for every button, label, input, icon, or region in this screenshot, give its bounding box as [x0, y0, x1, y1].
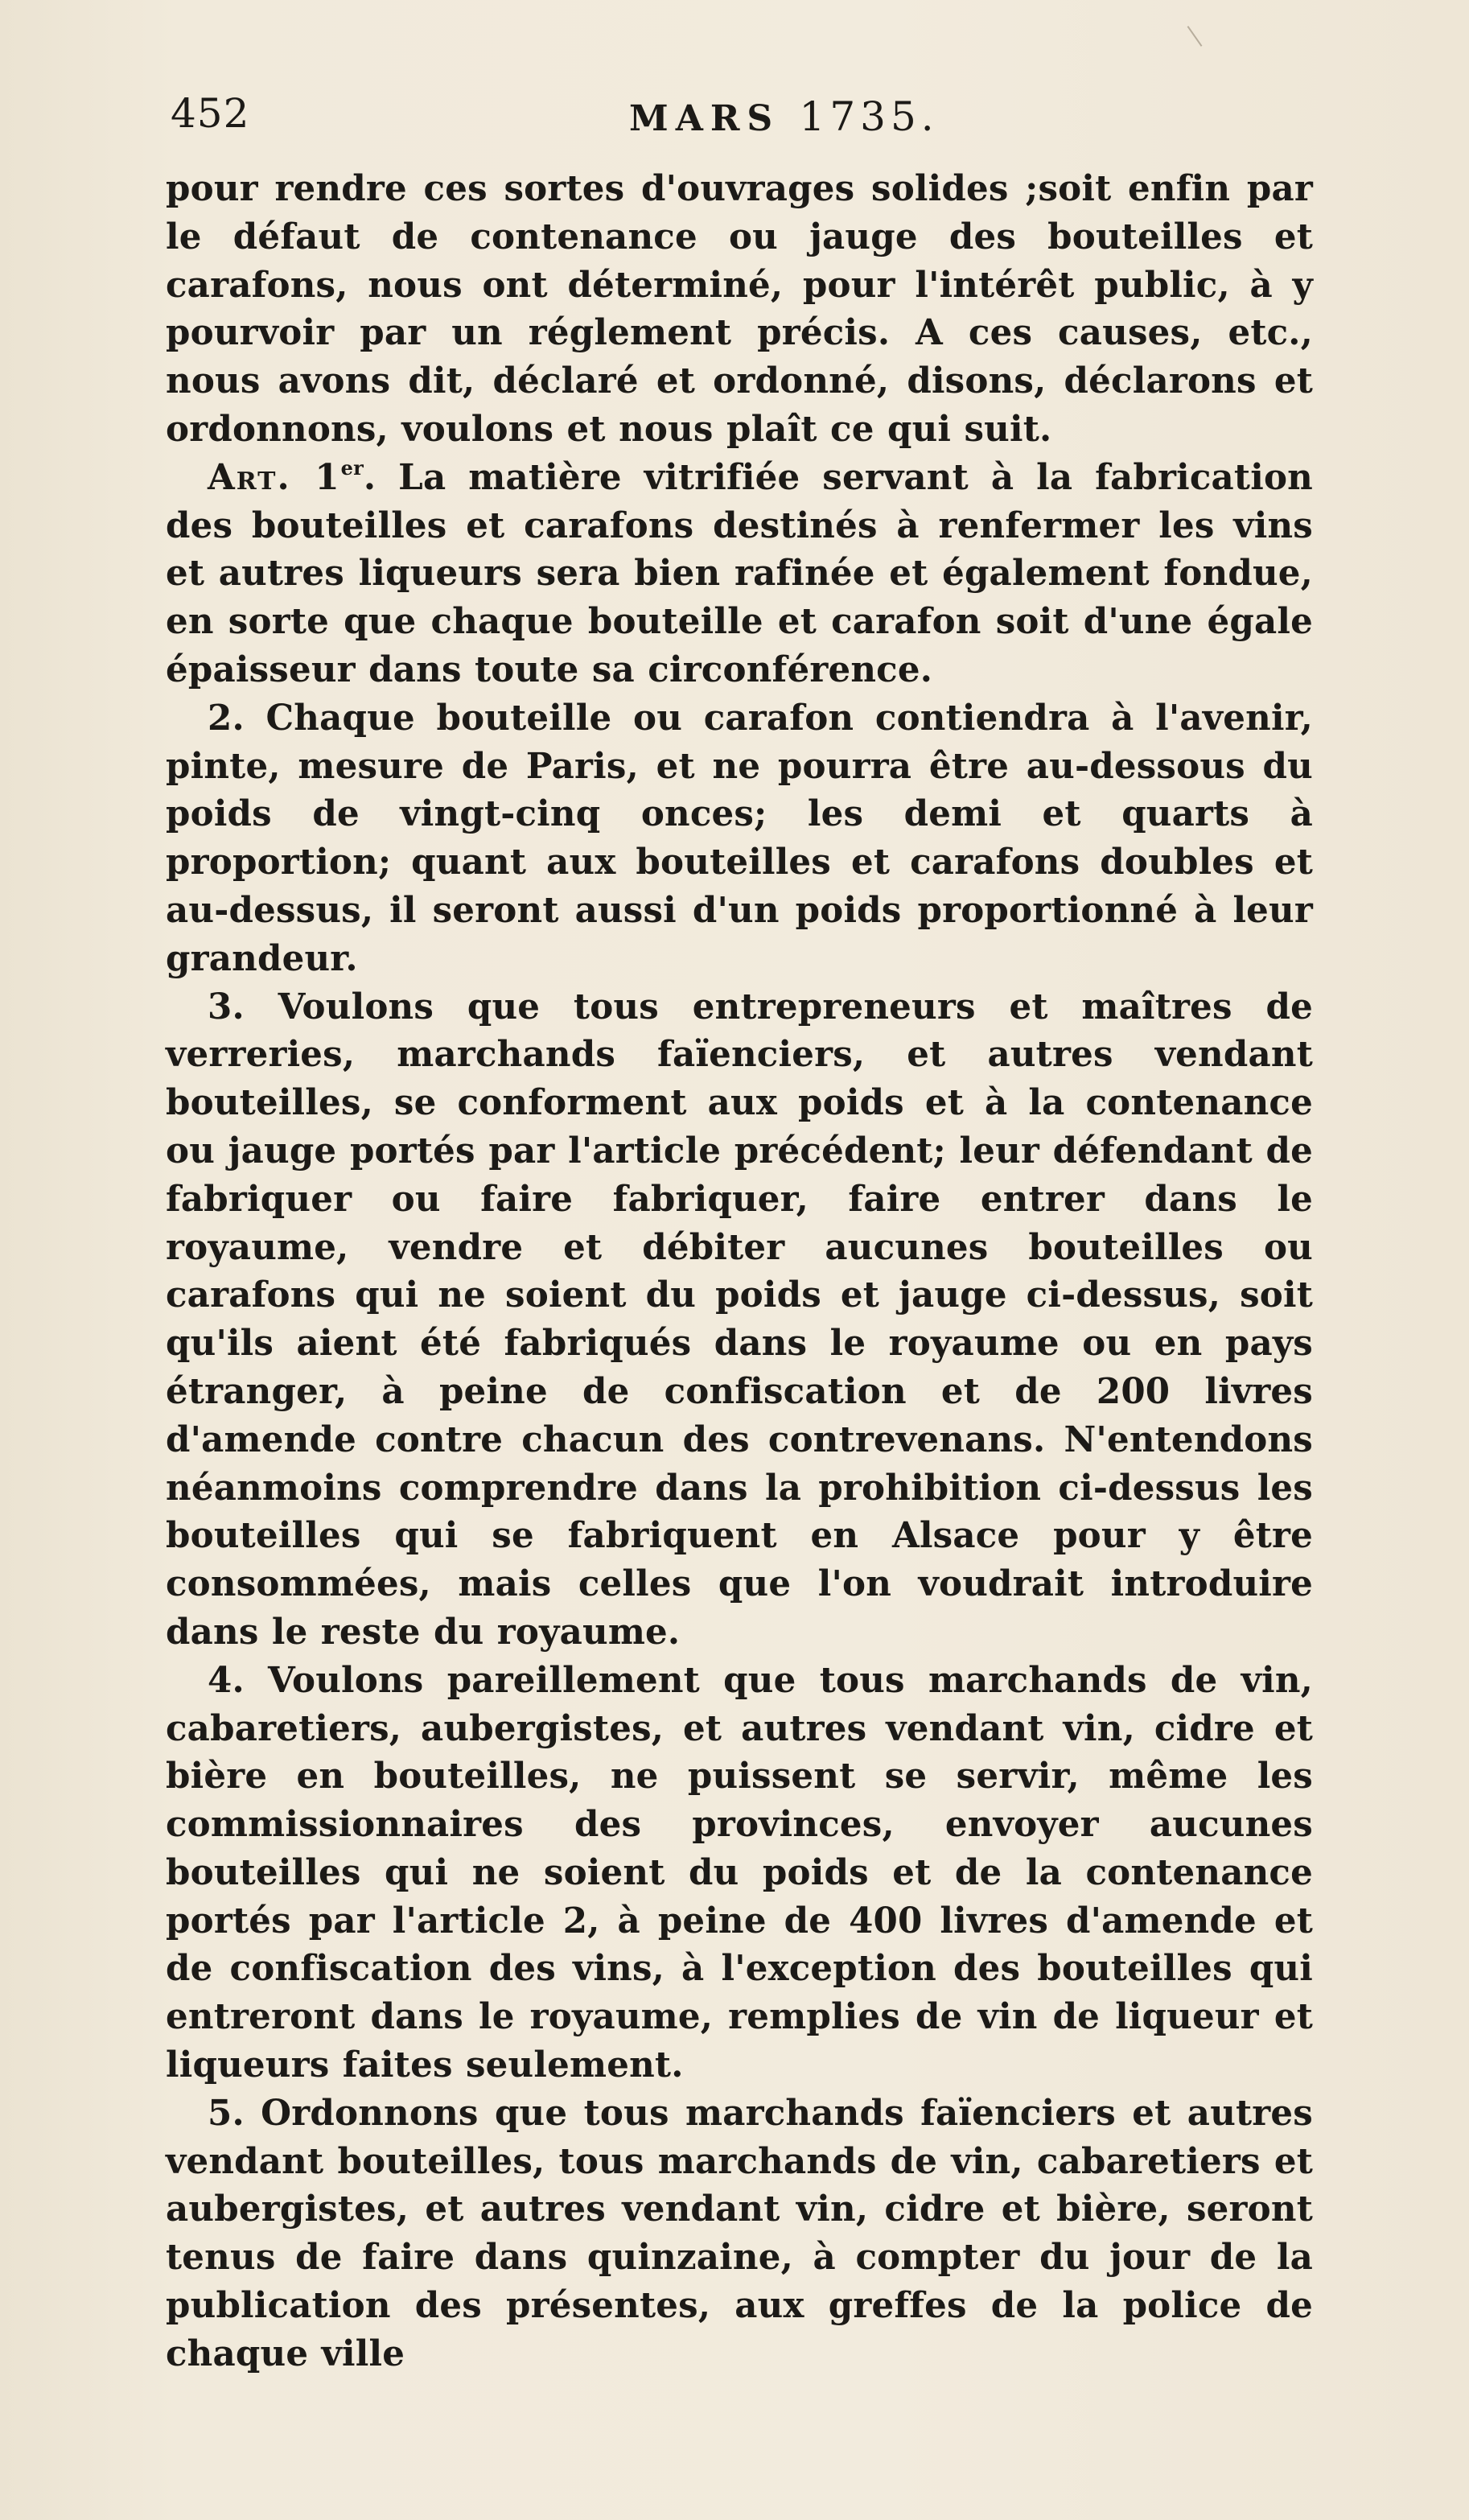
- running-head-month: MARS: [629, 98, 780, 139]
- page-number: 452: [171, 90, 250, 137]
- paragraph-article-1: [166, 454, 1313, 694]
- article-label: Art. 1: [208, 456, 341, 498]
- article-1-text: La matière vitrifiée servant à la fabrication des bouteilles et carafons destinés à renfermer les vins et autres liqueurs sera bien rafinée et également fondue, en sorte que chaque bouteille et carafon soit d'une égale épaisseur dans toute sa circonférence.: [166, 456, 1313, 690]
- body-text: [166, 165, 1313, 2378]
- running-head-year: 1735.: [799, 93, 939, 140]
- paragraph-intro: pour rendre ces sortes d'ouvrages solides ;soit enfin par le défaut de contenance ou jauge des bouteilles et carafons, nous ont déterminé, pour l'intérêt public, à y pourvoir par un réglement précis. A ces causes, etc., nous avons dit, déclaré et ordonné, disons, déclarons et ordonnons, voulons et nous plaît ce qui suit.: [166, 168, 1313, 450]
- article-label-superscript: er: [340, 455, 364, 480]
- page-corner-mark: [1187, 26, 1203, 47]
- paragraph-article-5: 5. Ordonnons que tous marchands faïenciers et autres vendant bouteilles, tous marchands de vin, cabaretiers et aubergistes, et autres vendant vin, cidre et bière, seront tenus de faire dans quinzaine, à compter du jour de la publication des présentes, aux greffes de la police de chaque ville: [166, 2092, 1313, 2374]
- article-label-period: .: [363, 456, 377, 498]
- paragraph-article-4: 4. Voulons pareillement que tous marchands de vin, cabaretiers, aubergistes, et autres vendant vin, cidre et bière en bouteilles, ne puissent se servir, même les commissionnaires des provinces, envoyer aucunes bouteilles qui ne soient du poids et de la contenance portés par l'article 2, à peine de 400 livres d'amende et de confiscation des vins, à l'exception des bouteilles qui entreront dans le royaume, remplies de vin de liqueur et liqueurs faites seulement.: [166, 1659, 1313, 2086]
- running-head: [629, 93, 939, 140]
- paragraph-article-2: 2. Chaque bouteille ou carafon contiendra à l'avenir, pinte, mesure de Paris, et ne pourra être au-dessous du poids de vingt-cinq onces; les demi et quarts à proportion; quant aux bouteilles et carafons doubles et au-dessus, il seront aussi d'un poids proportionné à leur grandeur.: [166, 697, 1313, 979]
- paragraph-article-3: 3. Voulons que tous entrepreneurs et maîtres de verreries, marchands faïenciers, et autres vendant bouteilles, se conforment aux poids et à la contenance ou jauge portés par l'article précédent; leur défendant de fabriquer ou faire fabriquer, faire entrer dans le royaume, vendre et débiter aucunes bouteilles ou carafons qui ne soient du poids et jauge ci-dessus, soit qu'ils aient été fabriqués dans le royaume ou en pays étranger, à peine de confiscation et de 200 livres d'amende contre chacun des contrevenans. N'entendons néanmoins comprendre dans la prohibition ci-dessus les bouteilles qui se fabriquent en Alsace pour y être consommées, mais celles que l'on voudrait introduire dans le reste du royaume.: [166, 986, 1313, 1653]
- page-header: [171, 90, 1329, 146]
